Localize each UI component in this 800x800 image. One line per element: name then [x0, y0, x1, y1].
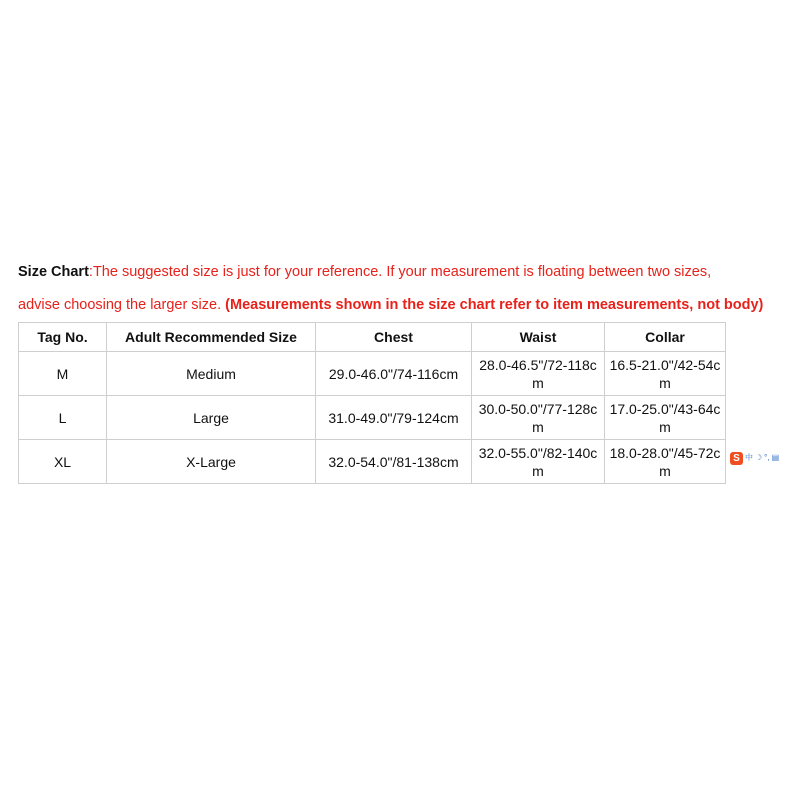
table-row [19, 352, 726, 396]
header-tag-no: Tag No. [19, 323, 107, 352]
chest-cell: 32.0-54.0"/81-138cm [316, 440, 472, 484]
waist-cell: 28.0-46.5"/72-118cm [472, 352, 605, 396]
ime-toolbar[interactable] [730, 451, 779, 465]
collar-cell: 17.0-25.0"/43-64cm [605, 396, 726, 440]
keyboard-icon[interactable]: ▤ [771, 453, 780, 462]
size-chart-label: Size Chart [18, 264, 89, 280]
size-cell: Large [107, 396, 316, 440]
intro-line-1 [18, 256, 793, 289]
intro-text-2: advise choosing the larger size. [18, 297, 226, 313]
header-adult-size: Adult Recommended Size [107, 323, 316, 352]
header-collar: Collar [605, 323, 726, 352]
header-chest: Chest [316, 323, 472, 352]
size-chart-colon: : [88, 264, 93, 280]
size-chart-intro [18, 256, 793, 322]
intro-text-1: The suggested size is just for your reference. If your measurement is floating between two sizes, [92, 264, 712, 280]
table-row [19, 396, 726, 440]
size-table [18, 322, 726, 484]
tag-cell: M [19, 352, 107, 396]
chinese-mode-icon[interactable]: 中 [745, 453, 753, 462]
size-cell: Medium [107, 352, 316, 396]
measurement-note: (Measurements shown in the size chart refer to item measurements, not body) [225, 297, 764, 313]
collar-cell: 18.0-28.0"/45-72cm [605, 440, 726, 484]
table-header-row [19, 323, 726, 352]
waist-cell: 30.0-50.0"/77-128cm [472, 396, 605, 440]
collar-cell: 16.5-21.0"/42-54cm [605, 352, 726, 396]
chest-cell: 31.0-49.0"/79-124cm [316, 396, 472, 440]
sogou-logo-icon[interactable]: S [730, 452, 743, 465]
waist-cell: 32.0-55.0"/82-140cm [472, 440, 605, 484]
moon-icon[interactable]: ☽ [755, 453, 763, 462]
size-cell: X-Large [107, 440, 316, 484]
intro-line-2 [18, 289, 793, 322]
table-row [19, 440, 726, 484]
tag-cell: L [19, 396, 107, 440]
header-waist: Waist [472, 323, 605, 352]
tag-cell: XL [19, 440, 107, 484]
chest-cell: 29.0-46.0"/74-116cm [316, 352, 472, 396]
punctuation-icon[interactable]: °, [764, 453, 770, 462]
